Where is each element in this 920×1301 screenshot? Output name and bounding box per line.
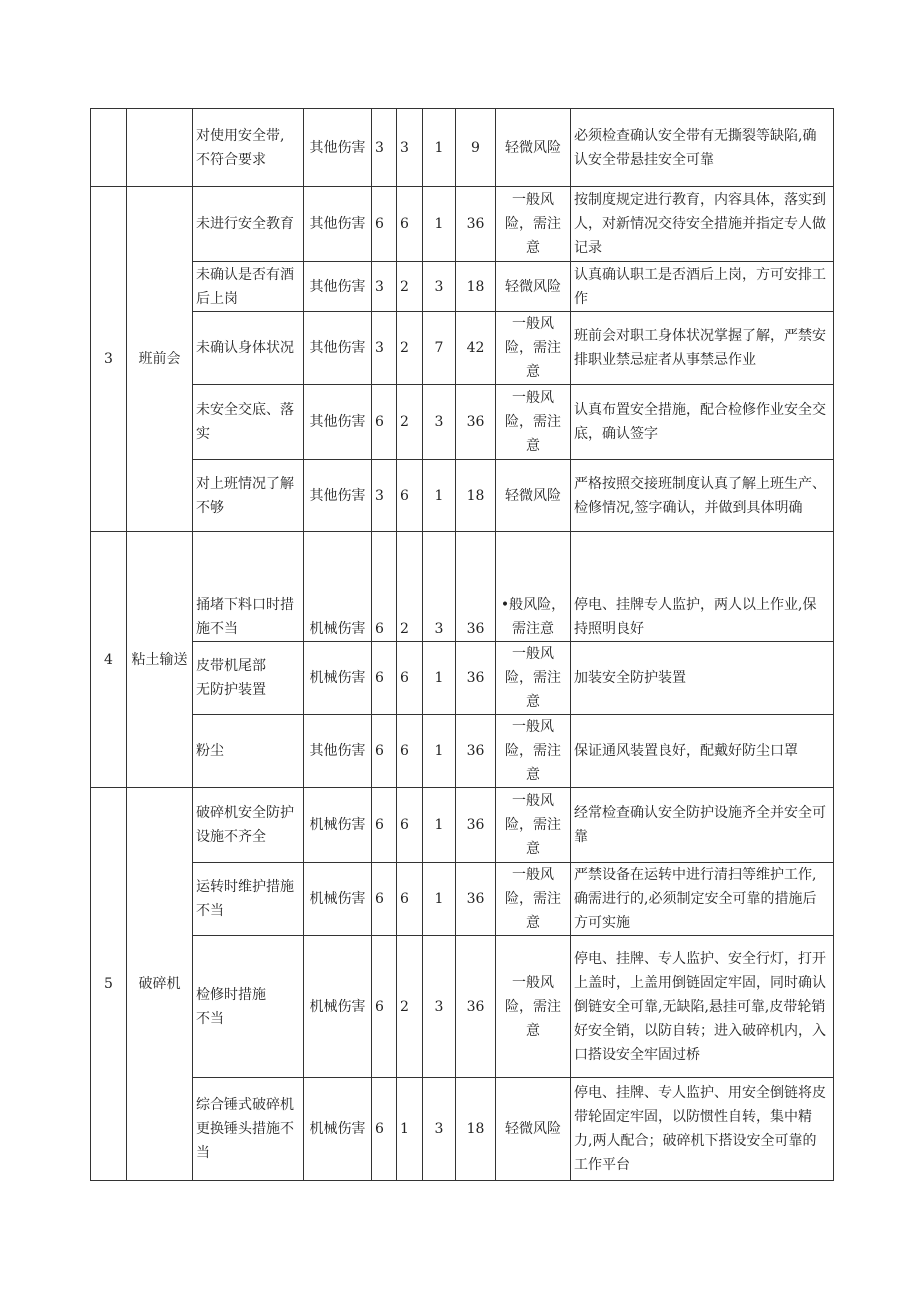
table-row [91,1078,834,1181]
e-value-cell: 2 [397,385,423,460]
d-value-cell: 18 [456,1078,496,1181]
injury-cell: 其他伤害 [304,385,372,460]
d-value-cell: 18 [456,262,496,312]
table-row [91,262,834,312]
injury-cell: 机械伤害 [304,863,372,936]
seq-cell: 5 [91,788,127,1181]
e-value-cell: 3 [397,109,423,187]
table-row [91,385,834,460]
injury-cell: 机械伤害 [304,936,372,1078]
hazard-cell: 对使用安全带, 不符合要求 [193,109,304,187]
measure-cell: 严格按照交接班制度认真了解上班生产、检修情况,签字确认，并做到具体明确 [571,460,834,532]
e-value-cell: 2 [397,532,423,642]
c-value-cell: 1 [423,788,456,863]
d-value-cell: 36 [456,936,496,1078]
l-value-cell: 3 [372,262,397,312]
measure-cell: 按制度规定进行教育，内容具体，落实到人，对新情况交待安全措施并指定专人做记录 [571,187,834,262]
injury-cell: 机械伤害 [304,1078,372,1181]
hazard-cell: 粉尘 [193,715,304,788]
c-value-cell: 1 [423,642,456,715]
l-value-cell: 3 [372,109,397,187]
l-value-cell: 3 [372,312,397,385]
l-value-cell: 6 [372,385,397,460]
table-row [91,863,834,936]
c-value-cell: 1 [423,715,456,788]
process-cell: 破碎机 [127,788,193,1181]
measure-cell: 认真布置安全措施，配合检修作业安全交底，确认签字 [571,385,834,460]
table-row [91,532,834,642]
l-value-cell: 6 [372,715,397,788]
risk-level-cell: 一般风险，需注意 [496,788,571,863]
d-value-cell: 36 [456,642,496,715]
d-value-cell: 9 [456,109,496,187]
table-row [91,460,834,532]
injury-cell: 其他伤害 [304,460,372,532]
risk-level-cell: 一般风险，需注意 [496,312,571,385]
c-value-cell: 1 [423,863,456,936]
l-value-cell: 6 [372,863,397,936]
d-value-cell: 36 [456,532,496,642]
injury-cell: 其他伤害 [304,715,372,788]
table-row [91,715,834,788]
c-value-cell: 3 [423,262,456,312]
injury-cell: 其他伤害 [304,312,372,385]
l-value-cell: 6 [372,642,397,715]
table-row [91,312,834,385]
injury-cell: 其他伤害 [304,109,372,187]
risk-level-cell: 轻微风险 [496,109,571,187]
d-value-cell: 36 [456,715,496,788]
e-value-cell: 2 [397,312,423,385]
seq-cell [91,109,127,187]
table-row [91,642,834,715]
table-row [91,936,834,1078]
e-value-cell: 6 [397,788,423,863]
d-value-cell: 36 [456,788,496,863]
hazard-cell: 破碎机安全防护设施不齐全 [193,788,304,863]
d-value-cell: 36 [456,385,496,460]
injury-cell: 机械伤害 [304,532,372,642]
c-value-cell: 1 [423,187,456,262]
process-cell: 班前会 [127,187,193,532]
l-value-cell: 6 [372,936,397,1078]
risk-level-cell: 一般风险，需注意 [496,715,571,788]
e-value-cell: 2 [397,262,423,312]
measure-cell: 加装安全防护装置 [571,642,834,715]
c-value-cell: 1 [423,460,456,532]
d-value-cell: 36 [456,863,496,936]
seq-cell: 3 [91,187,127,532]
injury-cell: 其他伤害 [304,187,372,262]
seq-cell: 4 [91,532,127,788]
risk-level-cell: 轻微风险 [496,1078,571,1181]
d-value-cell: 42 [456,312,496,385]
c-value-cell: 1 [423,109,456,187]
c-value-cell: 3 [423,385,456,460]
d-value-cell: 36 [456,187,496,262]
injury-cell: 机械伤害 [304,788,372,863]
c-value-cell: 3 [423,532,456,642]
e-value-cell: 6 [397,863,423,936]
risk-assessment-table [90,108,834,1181]
e-value-cell: 6 [397,460,423,532]
c-value-cell: 7 [423,312,456,385]
hazard-cell: 未确认是否有酒后上岗 [193,262,304,312]
risk-level-cell: 一般风险，需注意 [496,187,571,262]
e-value-cell: 6 [397,715,423,788]
hazard-cell: 检修时措施 不当 [193,936,304,1078]
measure-cell: 严禁设备在运转中进行清扫等维护工作,确需进行的,必须制定安全可靠的措施后方可实施 [571,863,834,936]
e-value-cell: 6 [397,187,423,262]
process-cell: 粘土输送 [127,532,193,788]
l-value-cell: 6 [372,532,397,642]
measure-cell: 必须检查确认安全带有无撕裂等缺陷,确认安全带悬挂安全可靠 [571,109,834,187]
l-value-cell: 6 [372,1078,397,1181]
risk-level-cell: 轻微风险 [496,460,571,532]
risk-level-cell: 一般风险，需注意 [496,936,571,1078]
risk-level-cell: 轻微风险 [496,262,571,312]
measure-cell: 经常检查确认安全防护设施齐全并安全可靠 [571,788,834,863]
table-row [91,109,834,187]
l-value-cell: 3 [372,460,397,532]
e-value-cell: 1 [397,1078,423,1181]
injury-cell: 机械伤害 [304,642,372,715]
measure-cell: 停电、挂牌、专人监护、安全行灯，打开上盖时，上盖用倒链固定牢固，同时确认倒链安全可靠,无缺陷,悬挂可靠,皮带轮销好安全销，以防自转；进入破碎机内，入口搭设安全牢固过桥 [571,936,834,1078]
c-value-cell: 3 [423,936,456,1078]
c-value-cell: 3 [423,1078,456,1181]
measure-cell: 班前会对职工身体状况掌握了解，严禁安排职业禁忌症者从事禁忌作业 [571,312,834,385]
measure-cell: 保证通风装置良好，配戴好防尘口罩 [571,715,834,788]
l-value-cell: 6 [372,788,397,863]
hazard-cell: 运转时维护措施不当 [193,863,304,936]
e-value-cell: 6 [397,642,423,715]
l-value-cell: 6 [372,187,397,262]
risk-level-cell: 一般风险，需注意 [496,642,571,715]
risk-level-cell: 一般风险，需注意 [496,385,571,460]
hazard-cell: 未进行安全教育 [193,187,304,262]
hazard-cell: 对上班情况了解不够 [193,460,304,532]
hazard-cell: 皮带机尾部 无防护装置 [193,642,304,715]
table-row [91,788,834,863]
hazard-cell: 捅堵下料口时措施不当 [193,532,304,642]
e-value-cell: 2 [397,936,423,1078]
table-row [91,187,834,262]
measure-cell: 停电、挂牌专人监护，两人以上作业,保持照明良好 [571,532,834,642]
risk-level-cell: 一般风险，需注意 [496,863,571,936]
process-cell [127,109,193,187]
d-value-cell: 18 [456,460,496,532]
measure-cell: 认真确认职工是否酒后上岗，方可安排工作 [571,262,834,312]
hazard-cell: 综合锤式破碎机更换锤头措施不当 [193,1078,304,1181]
injury-cell: 其他伤害 [304,262,372,312]
risk-level-cell: •般风险，需注意 [496,532,571,642]
measure-cell: 停电、挂牌、专人监护、用安全倒链将皮带轮固定牢固，以防惯性自转，集中精力,两人配合；破碎机下搭设安全可靠的工作平台 [571,1078,834,1181]
hazard-cell: 未确认身体状况 [193,312,304,385]
hazard-cell: 未安全交底、落实 [193,385,304,460]
